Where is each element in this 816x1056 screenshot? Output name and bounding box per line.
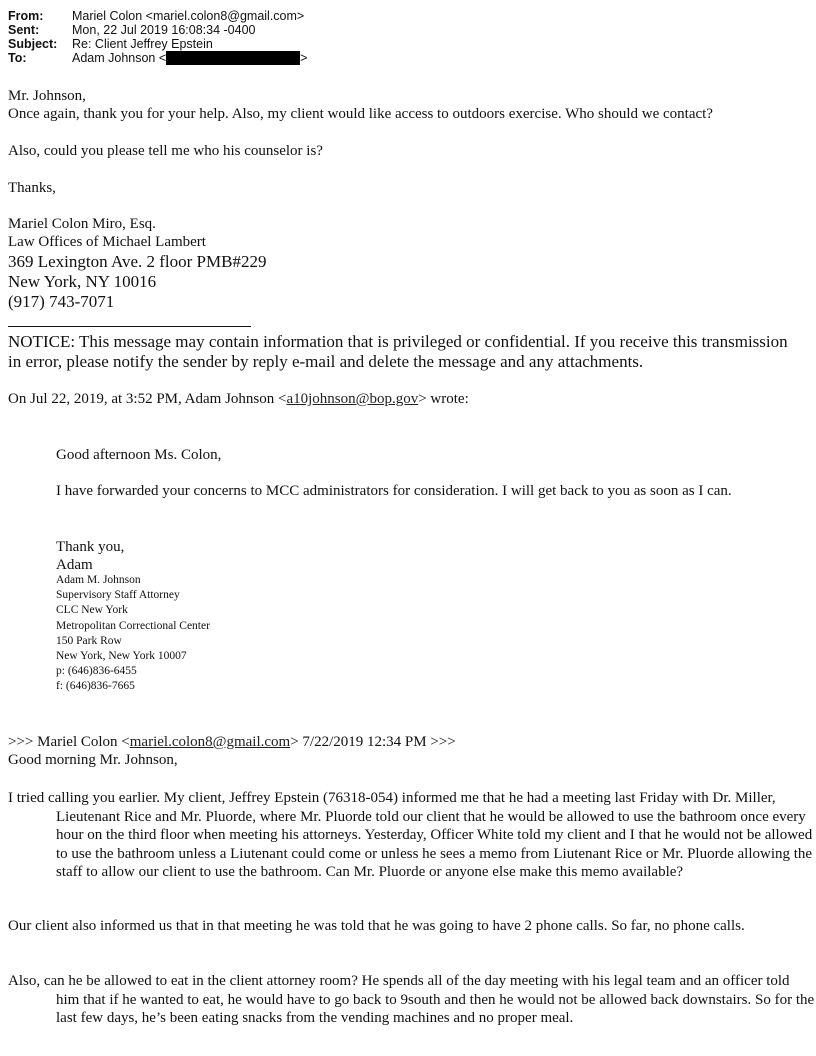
reply-line-1: Once again, thank you for your help. Also, my client would like access to outdoors exercise. Who should we contact? [8, 106, 713, 122]
to-label: To: [8, 51, 27, 65]
original-header [8, 733, 456, 751]
sent-label: Sent: [8, 23, 40, 37]
reply-line-2: Also, could you please tell me who his counselor is? [8, 143, 323, 159]
from-row [8, 9, 307, 23]
to-close: > [300, 51, 308, 65]
original-paragraph-3: Also, can he be allowed to eat in the client attorney room? He spends all of the day meeting with his legal team and an officer told him that if he wanted to eat, he would have to go back to 9south and then he would not be allowed back downstairs. So for the last few days, he’s been eating snacks from the vending machines and no proper meal. [8, 973, 815, 1027]
from-value: Mariel Colon <mariel.colon8@gmail.com> [72, 9, 305, 23]
sent-value: Mon, 22 Jul 2019 16:08:34 -0400 [72, 23, 256, 37]
quoted-sig-line: Supervisory Staff Attorney [56, 589, 180, 602]
signature-name: Mariel Colon Miro, Esq. [8, 216, 156, 232]
notice-line-2: in error, please notify the sender by reply e-mail and delete the message and any attachments. [8, 352, 644, 371]
original-header-email-link[interactable]: mariel.colon8@gmail.com [129, 734, 291, 750]
quoted-sig-line: f: (646)836-7665 [56, 680, 135, 693]
quoted-thanks: Thank you, [56, 539, 125, 555]
email-header [8, 9, 307, 65]
notice-line-1: NOTICE: This message may contain information that is privileged or confidential. If you receive this transmission [8, 332, 788, 351]
quoted-greeting: Good afternoon Ms. Colon, [56, 447, 222, 463]
original-greeting: Good morning Mr. Johnson, [8, 752, 178, 768]
quoted-body: I have forwarded your concerns to MCC administrators for consideration. I will get back to you as soon as I can. [56, 483, 732, 499]
quote-intro [8, 390, 469, 408]
quoted-name: Adam [56, 557, 93, 573]
quote-intro-suffix: > wrote: [418, 391, 469, 407]
subject-value: Re: Client Jeffrey Epstein [72, 37, 213, 51]
subject-row [8, 37, 307, 51]
to-name: Adam Johnson < [72, 51, 167, 65]
quoted-sig-line: Adam M. Johnson [56, 574, 141, 586]
quoted-sig-line: CLC New York [56, 604, 128, 617]
signature-phone: (917) 743-7071 [8, 292, 115, 311]
original-header-prefix: >>> Mariel Colon < [8, 734, 130, 750]
redaction-box [166, 51, 300, 65]
signature-firm: Law Offices of Michael Lambert [8, 234, 206, 250]
quoted-sig-line: 150 Park Row [56, 634, 122, 647]
quoted-sig-line: p: (646)836-6455 [56, 665, 137, 678]
original-paragraph-2: Our client also informed us that in that meeting he was told that he was going to have 2 phone calls. So far, no phone calls. [8, 918, 745, 934]
original-header-suffix: > 7/22/2019 12:34 PM >>> [290, 734, 456, 750]
quote-intro-email-link[interactable]: a10johnson@bop.gov [286, 391, 419, 407]
reply-thanks: Thanks, [8, 180, 56, 196]
sent-row [8, 23, 307, 37]
quoted-sig-line: New York, New York 10007 [56, 650, 187, 663]
to-row [8, 51, 307, 65]
subject-label: Subject: [8, 37, 58, 51]
quote-intro-prefix: On Jul 22, 2019, at 3:52 PM, Adam Johnson < [8, 391, 287, 407]
quoted-signature [56, 573, 210, 695]
original-paragraph-1: I tried calling you earlier. My client, Jeffrey Epstein (76318-054) informed me that he had a meeting last Friday with Dr. Miller, Lieutenant Rice and Mr. Pluorde, where Mr. Pluorde told our client that he would be allowed to use the bathroom once every hour on the third floor when meeting his attorneys. Yesterday, Officer White told my client and I that he would not be allowed to use the bathroom unless a Liutenant could come or unless he sees a memo from Liutenant Rice or Mr. Pluorde allowing the staff to allow our client to use the bathroom. Can Mr. Pluorde or anyone else make this memo available? [8, 790, 813, 881]
from-label: From: [8, 9, 44, 23]
signature-address-1: 369 Lexington Ave. 2 floor PMB#229 [8, 252, 267, 271]
reply-greeting: Mr. Johnson, [8, 88, 86, 104]
signature-divider [8, 326, 251, 327]
quoted-sig-line: Metropolitan Correctional Center [56, 619, 210, 632]
signature-address-2: New York, NY 10016 [8, 272, 157, 291]
